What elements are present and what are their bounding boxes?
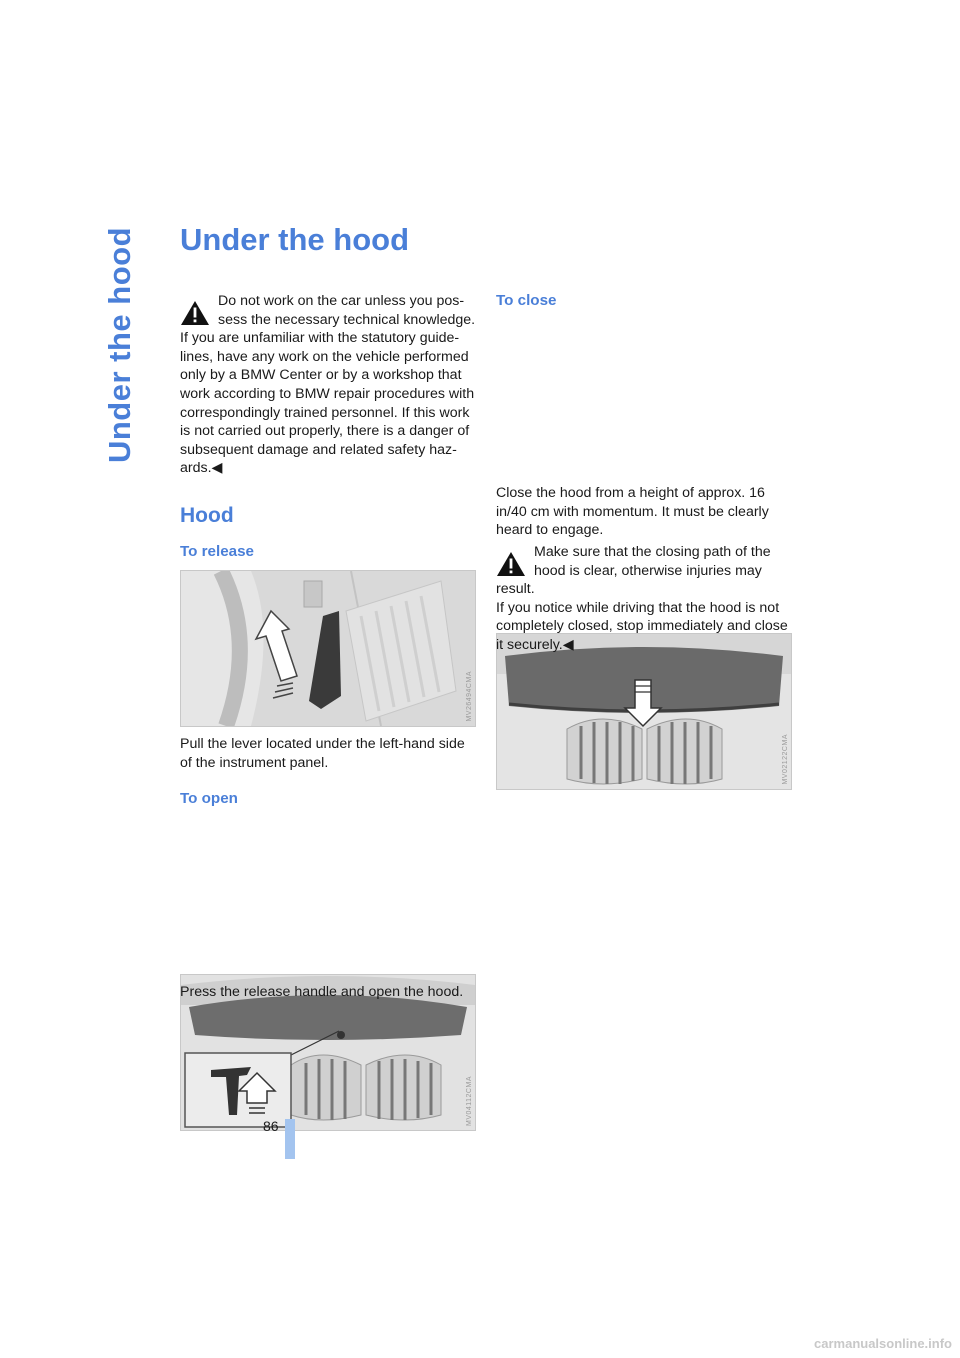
open-text: Press the release handle and open the hood. (180, 984, 464, 1000)
figure-close-hood (496, 633, 792, 790)
warning-close-line-1: Make sure that the closing path of the (534, 544, 771, 560)
warning-triangle-icon (496, 551, 526, 577)
figure-release-lever (180, 570, 476, 727)
subheading-to-close: To close (496, 292, 557, 309)
close-text: Close the hood from a height of approx. 16 in/40 cm with momentum. It must be clearly heard to engage. (496, 485, 769, 539)
page-bar (285, 1119, 295, 1159)
warning-main-line-1: Do not work on the car unless you pos- (218, 293, 465, 309)
figure-code-close: MV02122CMA (782, 734, 789, 785)
warning-main-line-2: sess the necessary technical knowledge. (218, 311, 476, 328)
page-number: 86 (263, 1118, 279, 1134)
figure-code-open: MV04112CMA (466, 1075, 473, 1126)
warning-close-text-2: If you notice while driving that the hood is not completely closed, stop immediately and close it securely.◀ (496, 599, 788, 653)
section-heading-hood: Hood (180, 504, 234, 527)
warning-close-text: result. (496, 581, 535, 598)
warning-close-line-2: hood is clear, otherwise injuries may (534, 562, 762, 579)
warning-main-text: If you are unfamiliar with the statutory guide-lines, have any work on the vehicle performed only by a BMW Center or by a workshop that work according to BMW repair procedures with correspondingly trained personnel. If this work is not carried out properly, there is a danger of subsequent damage and related safety haz-ards.◀ (180, 330, 475, 477)
page-title: Under the hood (180, 222, 410, 257)
subheading-to-release: To release (180, 543, 255, 560)
release-text: Pull the lever located under the left-hand side of the instrument panel. (180, 736, 465, 771)
watermark: carmanualsonline.info (814, 1336, 952, 1351)
warning-block-close (496, 543, 792, 655)
warning-block-main (180, 292, 476, 478)
side-tab (84, 226, 156, 463)
side-tab-label: Under the hood (102, 226, 138, 463)
subheading-to-open: To open (180, 790, 238, 807)
warning-triangle-icon (180, 300, 210, 326)
figure-code-release: MV26494CMA (466, 671, 473, 722)
